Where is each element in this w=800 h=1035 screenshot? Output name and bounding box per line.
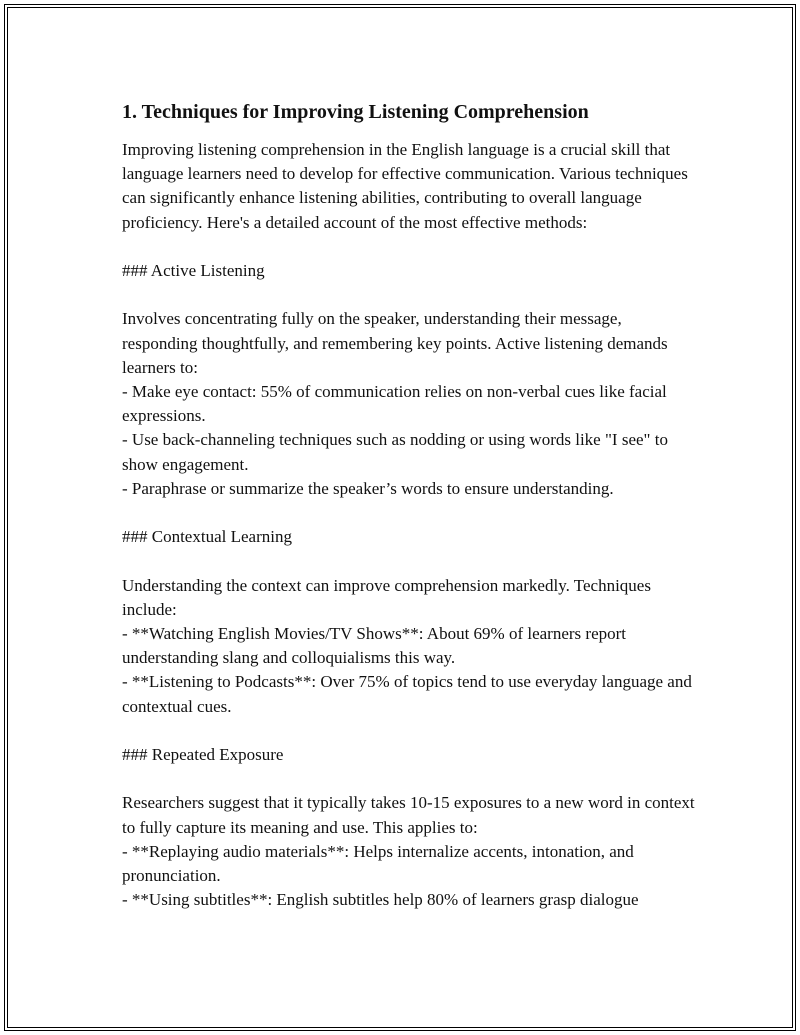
section-heading-repeated-exposure: ### Repeated Exposure (122, 745, 284, 764)
section-heading-active-listening: ### Active Listening (122, 261, 265, 280)
section-intro: Researchers suggest that it typically takes 10-15 exposures to a new word in context to fully capture its meaning and use. This applies to: (122, 793, 695, 837)
list-item: - Make eye contact: 55% of communication relies on non-verbal cues like facial expressions. (122, 382, 667, 426)
list-item: - **Watching English Movies/TV Shows**: About 69% of learners report understanding slang and colloquialisms this way. (122, 624, 626, 668)
section-heading-contextual-learning: ### Contextual Learning (122, 527, 292, 547)
list-item: - **Replaying audio materials**: Helps internalize accents, intonation, and pronunciation. (122, 841, 634, 885)
section-intro: Involves concentrating fully on the speaker, understanding their message, responding thoughtfully, and remembering key points. Active listening demands learners to: (122, 309, 668, 377)
document-content (122, 98, 697, 937)
section-intro: Understanding the context can improve comprehension markedly. Techniques include: (122, 575, 651, 619)
section-body-repeated-exposure (122, 791, 697, 912)
section-body-active-listening (122, 307, 697, 501)
intro-paragraph: Improving listening comprehension in the English language is a crucial skill that language learners need to develop for effective communication. Various techniques can significantly enhance listening abilities, contributing to overall language proficiency. Here's a detailed account of the most effective methods: (122, 140, 688, 232)
section-body-contextual-learning (122, 574, 697, 719)
list-item: - **Listening to Podcasts**: Over 75% of topics tend to use everyday language and contextual cues. (122, 672, 692, 716)
list-item: - Paraphrase or summarize the speaker’s words to ensure understanding. (122, 478, 614, 498)
list-item: - Use back-channeling techniques such as nodding or using words like "I see" to show engagement. (122, 430, 668, 474)
list-item: - **Using subtitles**: English subtitles help 80% of learners grasp dialogue (122, 890, 639, 910)
document-page (4, 4, 796, 1031)
document-title: 1. Techniques for Improving Listening Comprehension (122, 101, 589, 123)
